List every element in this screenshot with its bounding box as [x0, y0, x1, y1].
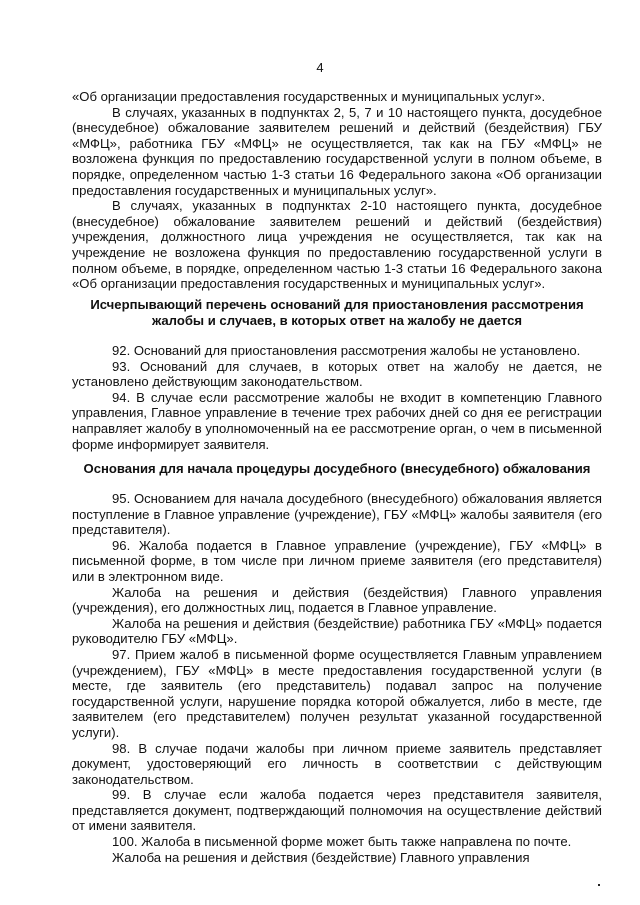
paragraph: 99. В случае если жалоба подается через представителя заявителя, представляется документ, подтверждающий полномочия на осуществление действий от имени заявителя. [72, 787, 602, 834]
paragraph: В случаях, указанных в подпунктах 2, 5, 7 и 10 настоящего пункта, досудебное (внесудебное) обжалование заявителем решений и действий (бездействия) ГБУ «МФЦ», работника ГБУ «МФЦ» не осуществляется, так как на ГБУ «МФЦ» не возложена функция по предоставлению государственной услуги в полном объеме, в порядке, определенном частью 1-3 статьи 16 Федерального закона «Об организации предоставления государственных и муниципальных услуг». [72, 104, 602, 198]
paragraph: 96. Жалоба подается в Главное управление (учреждение), ГБУ «МФЦ» в письменной форме, в том числе при личном приеме заявителя (его представителя) или в электронном виде. [72, 537, 602, 584]
section-heading: Основания для начала процедуры досудебного (внесудебного) обжалования [83, 461, 591, 476]
paragraph: Жалоба на решения и действия (бездействие) Главного управления [112, 849, 530, 865]
section-heading: Исчерпывающий перечень оснований для приостановления рассмотрения жалобы и случаев, в которых ответ на жалобу не дается [90, 297, 584, 328]
paragraph: 94. В случае если рассмотрение жалобы не входит в компетенцию Главного управления, Главное управление в течение трех рабочих дней со дня ее регистрации направляет жалобу в уполномоченный на ее рассмотрение орган, о чем в письменной форме информирует заявителя. [72, 389, 602, 452]
paragraph: В случаях, указанных в подпунктах 2-10 настоящего пункта, досудебное (внесудебное) обжалование заявителем решений и действий (бездействия) учреждения, должностного лица учреждения не осуществляется, так как на учреждение не возложена функция по предоставлению государственной услуги в полном объеме, в порядке, определенном частью 1-3 статьи 16 Федерального закона «Об организации предоставления государственных и муниципальных услуг». [72, 198, 602, 292]
paragraph: 97. Прием жалоб в письменной форме осуществляется Главным управлением (учреждением), ГБУ «МФЦ» в месте предоставления государственной услуги (в месте, где заявитель (его представитель) подавал запрос на получение государственной услуги, нарушение порядка которой обжалуется, либо в месте, где заявителем (его представителем) получен результат указанной государственной услуги). [72, 646, 602, 740]
paragraph: «Об организации предоставления государственных и муниципальных услуг». [72, 89, 546, 104]
section-1 [72, 89, 602, 292]
page-number: 4 [316, 60, 324, 75]
paragraph: Жалоба на решения и действия (бездействия) Главного управления (учреждения), его должностных лиц, подается в Главное управление. [72, 584, 602, 616]
paragraph: Жалоба на решения и действия (бездействие) работника ГБУ «МФЦ» подается руководителю ГБУ «МФЦ». [72, 615, 602, 647]
paragraph: 95. Основанием для начала досудебного (внесудебного) обжалования является поступление в Главное управление (учреждение), ГБУ «МФЦ» жалобы заявителя (его представителя). [72, 491, 602, 538]
paragraph: 92. Оснований для приостановления рассмотрения жалобы не установлено. [112, 343, 581, 358]
paragraph: 98. В случае подачи жалобы при личном приеме заявитель представляет документ, удостоверяющий его личность в соответствии с действующим законодательством. [72, 740, 602, 787]
section-2 [72, 343, 602, 452]
section-3-heading-block [72, 461, 602, 477]
scan-speck [598, 884, 600, 886]
paragraph: 100. Жалоба в письменной форме может быть также направлена по почте. [112, 834, 572, 850]
paragraph: 93. Оснований для случаев, в которых ответ на жалобу не дается, не установлено действующим законодательством. [72, 358, 602, 390]
section-3 [72, 491, 602, 865]
section-2-heading-block [72, 297, 602, 328]
